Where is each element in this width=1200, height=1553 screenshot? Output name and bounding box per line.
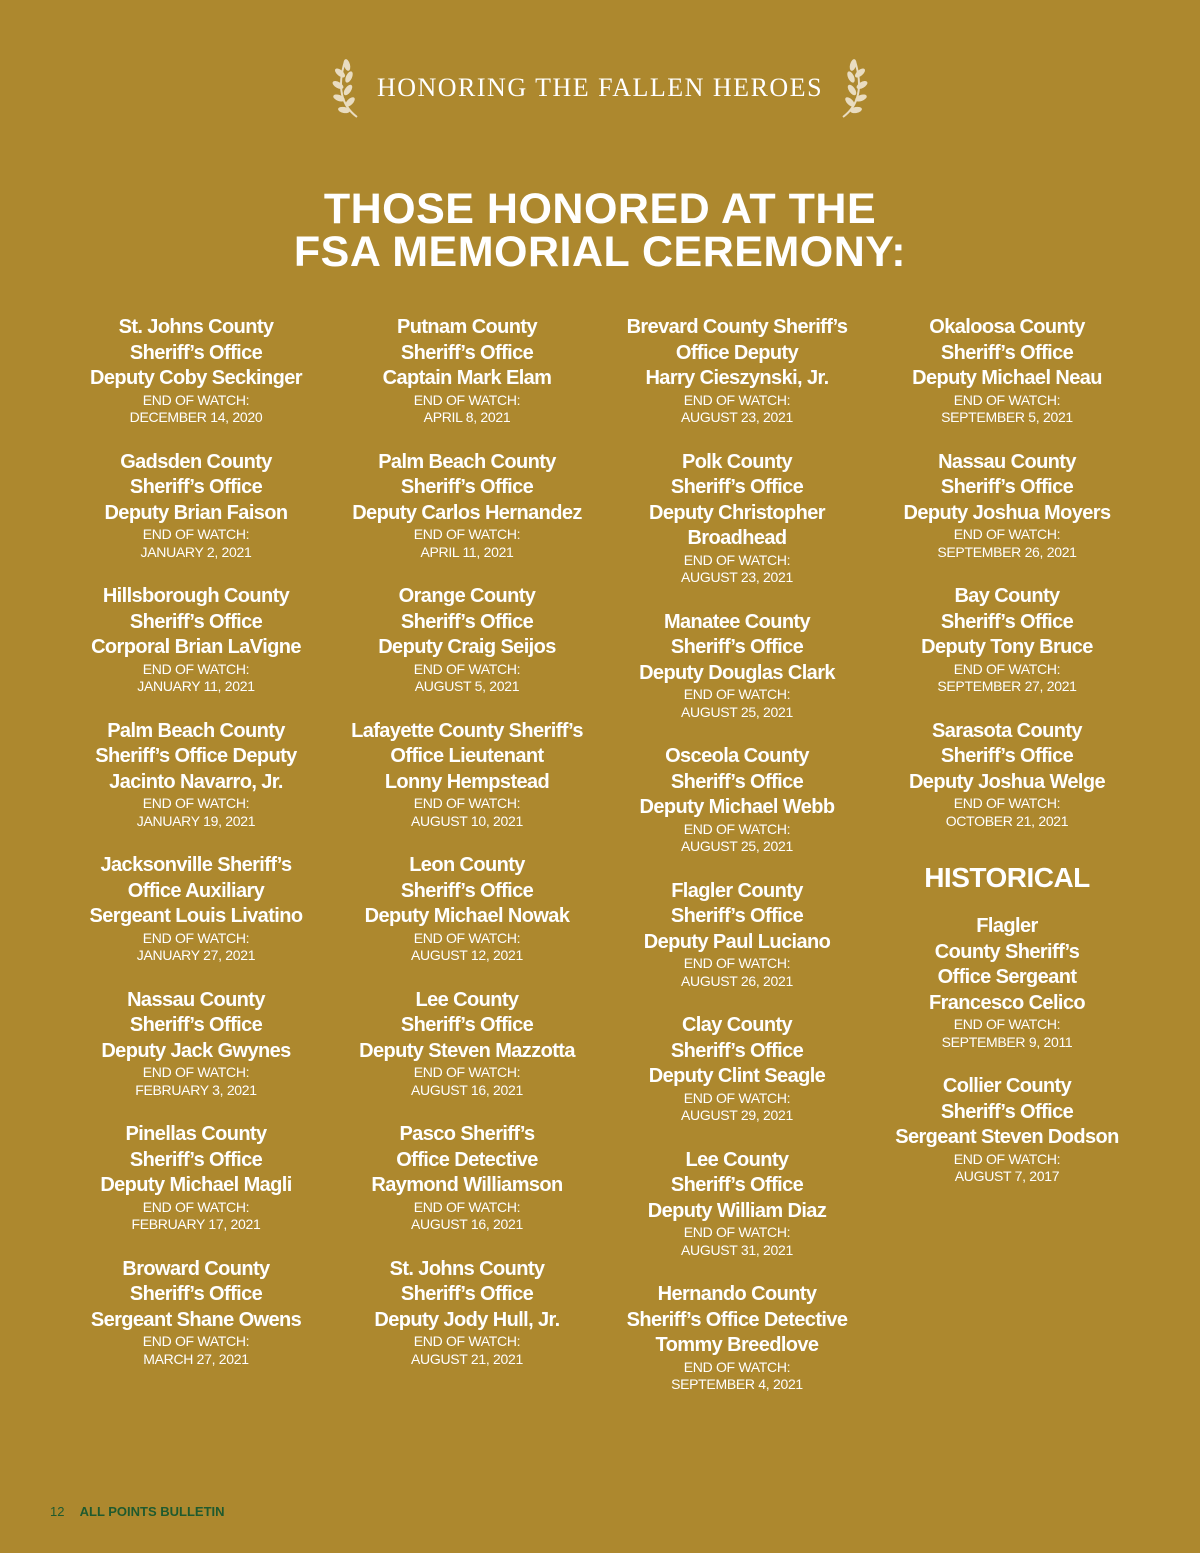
- honoree-name-line: Deputy Jack Gwynes: [101, 1039, 291, 1062]
- agency-line: Broward County: [122, 1257, 270, 1280]
- agency-line: Sheriff’s Office: [670, 1039, 804, 1062]
- honoree-name-line: Deputy Carlos Hernandez: [352, 501, 582, 524]
- honoree-name-line: Deputy Tony Bruce: [921, 636, 1093, 658]
- agency-line: Office Deputy: [675, 341, 799, 364]
- agency-line: Manatee County: [663, 610, 811, 633]
- page-number: 12: [50, 1504, 65, 1519]
- end-of-watch-date: AUGUST 31, 2021: [681, 1241, 793, 1258]
- honoree-entry: [872, 315, 1142, 427]
- end-of-watch-label: END OF WATCH:: [413, 1333, 521, 1349]
- agency-line: Sheriff’s Office: [670, 905, 804, 927]
- honoree-name-line: Deputy Steven Mazzotta: [359, 1039, 575, 1062]
- honoree-entry: [602, 1282, 872, 1394]
- end-of-watch-date: AUGUST 21, 2021: [411, 1350, 523, 1367]
- honoree-entry: [872, 584, 1142, 696]
- end-of-watch-label: END OF WATCH:: [683, 1358, 791, 1375]
- honoree-name-line: Deputy Joshua Welge: [908, 770, 1106, 793]
- honoree-name-line: Deputy Michael Neau: [912, 367, 1102, 389]
- page-title: [0, 185, 1200, 276]
- agency-line: Sheriff’s Office: [940, 745, 1074, 767]
- end-of-watch-label: END OF WATCH:: [683, 820, 791, 837]
- honoree-entry: [872, 914, 1142, 1051]
- agency-line: Osceola County: [665, 745, 809, 767]
- end-of-watch-date: AUGUST 23, 2021: [681, 409, 793, 425]
- publication-name: ALL POINTS BULLETIN: [79, 1504, 225, 1519]
- agency-line: Palm Beach County: [378, 450, 556, 473]
- agency-line: Sheriff’s Office: [400, 1014, 534, 1036]
- agency-line: Lee County: [685, 1148, 789, 1171]
- end-of-watch-date: FEBRUARY 17, 2021: [131, 1216, 261, 1232]
- agency-line: Lee County: [415, 988, 519, 1011]
- end-of-watch-date: AUGUST 7, 2017: [954, 1168, 1060, 1184]
- end-of-watch-label: END OF WATCH:: [413, 929, 521, 946]
- honoree-name-line: Deputy William Diaz: [647, 1199, 827, 1222]
- agency-line: Office Auxiliary: [127, 879, 265, 902]
- agency-line: Sheriff’s Office: [400, 879, 534, 902]
- honoree-entry: [332, 450, 602, 562]
- agency-line: Clay County: [681, 1014, 793, 1036]
- honoree-entry: [332, 1257, 602, 1369]
- agency-line: Office Sergeant: [937, 966, 1077, 988]
- agency-line: Sheriff’s Office: [940, 1100, 1074, 1123]
- end-of-watch-date: OCTOBER 21, 2021: [945, 812, 1069, 829]
- honoree-name-line: Francesco Celico: [928, 991, 1086, 1014]
- agency-line: Collier County: [942, 1075, 1072, 1097]
- honoree-name-line: Jacinto Navarro, Jr.: [109, 770, 283, 793]
- end-of-watch-label: END OF WATCH:: [683, 686, 791, 702]
- end-of-watch-label: END OF WATCH:: [413, 391, 521, 408]
- end-of-watch-date: AUGUST 5, 2021: [414, 678, 520, 694]
- agency-line: Flagler County: [671, 879, 803, 902]
- end-of-watch-date: AUGUST 16, 2021: [411, 1081, 523, 1098]
- agency-line: St. Johns County: [118, 316, 274, 338]
- honoree-name-line: Deputy Brian Faison: [104, 501, 288, 524]
- end-of-watch-date: AUGUST 16, 2021: [411, 1216, 523, 1232]
- agency-line: Gadsden County: [120, 450, 272, 473]
- end-of-watch-label: END OF WATCH:: [142, 1064, 250, 1080]
- honoree-entry: [602, 1013, 872, 1125]
- honoree-name-line: Captain Mark Elam: [382, 367, 552, 389]
- honoree-entry: [872, 719, 1142, 831]
- honoree-entry: [872, 450, 1142, 562]
- honoree-entry: [61, 1122, 331, 1234]
- honoree-name-line: Deputy Michael Nowak: [364, 905, 570, 927]
- honoree-entry: [602, 879, 872, 991]
- honoree-entry: [61, 988, 331, 1100]
- end-of-watch-date: JANUARY 19, 2021: [136, 812, 256, 829]
- honoree-name-line: Deputy Craig Seijos: [378, 636, 556, 658]
- end-of-watch-date: AUGUST 23, 2021: [681, 569, 793, 585]
- page-title-line: FSA MEMORIAL CEREMONY:: [293, 228, 907, 276]
- end-of-watch-label: END OF WATCH:: [953, 526, 1061, 542]
- end-of-watch-label: END OF WATCH:: [953, 391, 1061, 408]
- end-of-watch-label: END OF WATCH:: [683, 1089, 791, 1106]
- agency-line: Hillsborough County: [102, 585, 290, 607]
- agency-line: Hernando County: [657, 1283, 817, 1305]
- honoree-name-line: Deputy Michael Webb: [639, 796, 835, 818]
- end-of-watch-date: AUGUST 29, 2021: [681, 1107, 793, 1123]
- end-of-watch-label: END OF WATCH:: [142, 795, 250, 811]
- page-footer: [50, 1504, 225, 1520]
- end-of-watch-date: APRIL 11, 2021: [420, 543, 514, 560]
- honoree-entry: [332, 584, 602, 696]
- honoree-column-3: [602, 315, 872, 1417]
- honoree-column-1: [61, 315, 331, 1391]
- honoree-entry: [602, 1148, 872, 1260]
- end-of-watch-label: END OF WATCH:: [142, 1198, 250, 1215]
- agency-line: Sheriff’s Office: [670, 1174, 804, 1196]
- honoree-column-2: [332, 315, 602, 1391]
- end-of-watch-date: SEPTEMBER 9, 2011: [941, 1033, 1073, 1050]
- agency-line: Sheriff’s Office: [129, 1014, 263, 1036]
- agency-line: St. Johns County: [389, 1257, 545, 1280]
- honoree-entry: [61, 584, 331, 696]
- end-of-watch-label: END OF WATCH:: [683, 955, 791, 971]
- agency-line: Bay County: [954, 585, 1060, 607]
- end-of-watch-label: END OF WATCH:: [953, 1016, 1061, 1032]
- agency-line: Leon County: [409, 854, 525, 876]
- agency-line: Pinellas County: [125, 1123, 267, 1145]
- agency-line: Sheriff’s Office: [129, 610, 263, 633]
- end-of-watch-label: END OF WATCH:: [142, 1333, 250, 1349]
- agency-line: Sheriff’s Office: [400, 610, 534, 633]
- end-of-watch-label: END OF WATCH:: [683, 391, 791, 408]
- end-of-watch-label: END OF WATCH:: [413, 1198, 521, 1215]
- honoree-column-4: [872, 315, 1142, 1209]
- agency-line: Sheriff’s Office: [400, 476, 534, 498]
- end-of-watch-date: JANUARY 11, 2021: [137, 678, 255, 694]
- agency-line: Sarasota County: [932, 719, 1082, 742]
- honoree-name-line: Broadhead: [687, 527, 787, 549]
- honoree-name-line: Deputy Coby Seckinger: [90, 367, 302, 389]
- historical-heading: HISTORICAL: [924, 862, 1090, 893]
- laurel-right-icon: [835, 57, 869, 119]
- honoree-name-line: Deputy Michael Magli: [100, 1174, 292, 1196]
- agency-line: Palm Beach County: [107, 719, 285, 742]
- agency-line: Nassau County: [938, 450, 1076, 473]
- honoree-name-line: Sergeant Shane Owens: [90, 1308, 302, 1331]
- honoree-name-line: Lonny Hempstead: [384, 770, 550, 793]
- honoree-name-line: Raymond Williamson: [371, 1174, 563, 1196]
- end-of-watch-label: END OF WATCH:: [953, 795, 1061, 811]
- end-of-watch-date: SEPTEMBER 26, 2021: [937, 543, 1077, 560]
- end-of-watch-label: END OF WATCH:: [142, 526, 250, 542]
- end-of-watch-label: END OF WATCH:: [142, 391, 250, 408]
- end-of-watch-date: MARCH 27, 2021: [143, 1350, 249, 1367]
- end-of-watch-label: END OF WATCH:: [413, 660, 521, 677]
- agency-line: County Sheriff’s: [934, 940, 1080, 963]
- end-of-watch-date: AUGUST 25, 2021: [681, 838, 793, 854]
- honoree-entry: [332, 853, 602, 965]
- header-banner: [0, 56, 1200, 120]
- agency-line: Sheriff’s Office Deputy: [95, 745, 297, 767]
- agency-line: Sheriff’s Office: [400, 341, 534, 364]
- agency-line: Office Detective: [396, 1148, 538, 1171]
- honoree-entry: [872, 1074, 1142, 1186]
- end-of-watch-label: END OF WATCH:: [413, 795, 521, 811]
- end-of-watch-label: END OF WATCH:: [413, 526, 521, 542]
- agency-line: Lafayette County Sheriff’s: [351, 719, 583, 742]
- end-of-watch-date: AUGUST 10, 2021: [411, 812, 523, 829]
- end-of-watch-date: APRIL 8, 2021: [423, 409, 511, 425]
- agency-line: Pasco Sheriff’s: [399, 1123, 535, 1145]
- honoree-name-line: Deputy Clint Seagle: [648, 1065, 826, 1087]
- agency-line: Sheriff’s Office: [670, 770, 804, 793]
- honoree-entry: [602, 744, 872, 856]
- agency-line: Sheriff’s Office: [129, 341, 263, 364]
- agency-line: Sheriff’s Office: [400, 1283, 534, 1305]
- agency-line: Sheriff’s Office: [940, 610, 1074, 633]
- agency-line: Putnam County: [397, 316, 537, 338]
- honoree-name-line: Deputy Paul Luciano: [643, 930, 831, 953]
- end-of-watch-label: END OF WATCH:: [683, 551, 791, 568]
- honoree-entry: [602, 450, 872, 587]
- honoree-entry: [602, 610, 872, 722]
- honoree-entry: [61, 1257, 331, 1369]
- agency-line: Orange County: [398, 585, 536, 607]
- honoree-entry: [61, 315, 331, 427]
- agency-line: Sheriff’s Office: [940, 476, 1074, 498]
- end-of-watch-date: JANUARY 27, 2021: [136, 947, 256, 963]
- end-of-watch-label: END OF WATCH:: [142, 660, 250, 677]
- honoree-name-line: Deputy Joshua Moyers: [903, 501, 1111, 524]
- agency-line: Okaloosa County: [929, 316, 1085, 338]
- honoree-entry: [332, 315, 602, 427]
- honoree-name-line: Tommy Breedlove: [655, 1334, 819, 1356]
- agency-line: Sheriff’s Office: [940, 341, 1074, 364]
- agency-line: Nassau County: [127, 988, 265, 1011]
- end-of-watch-date: AUGUST 26, 2021: [681, 972, 793, 989]
- honoree-name-line: Harry Cieszynski, Jr.: [645, 367, 829, 389]
- agency-line: Sheriff’s Office: [129, 476, 263, 498]
- agency-line: Polk County: [681, 450, 793, 473]
- end-of-watch-date: FEBRUARY 3, 2021: [135, 1081, 257, 1098]
- page-title-line: THOSE HONORED AT THE: [323, 185, 877, 233]
- agency-line: Sheriff’s Office Detective: [626, 1308, 848, 1331]
- honoree-entry: [61, 853, 331, 965]
- end-of-watch-label: END OF WATCH:: [953, 1150, 1061, 1167]
- end-of-watch-date: SEPTEMBER 27, 2021: [937, 678, 1077, 694]
- agency-line: Brevard County Sheriff’s: [626, 316, 848, 338]
- agency-line: Sheriff’s Office: [129, 1283, 263, 1305]
- honoree-entry: [61, 719, 331, 831]
- agency-line: Deputy Christopher: [649, 501, 825, 524]
- honoree-name-line: Deputy Douglas Clark: [639, 661, 835, 684]
- honoree-entry: [332, 1122, 602, 1234]
- end-of-watch-date: AUGUST 12, 2021: [411, 947, 523, 963]
- agency-line: Sheriff’s Office: [670, 636, 804, 658]
- end-of-watch-label: END OF WATCH:: [142, 929, 250, 946]
- honoree-entry: [332, 719, 602, 831]
- agency-line: Sheriff’s Office: [670, 476, 804, 498]
- end-of-watch-label: END OF WATCH:: [413, 1064, 521, 1080]
- honoree-name-line: Corporal Brian LaVigne: [91, 636, 301, 658]
- agency-line: Jacksonville Sheriff’s: [100, 854, 292, 876]
- agency-line: Flagler: [976, 915, 1038, 937]
- agency-line: Office Lieutenant: [390, 745, 544, 767]
- honoree-entry: [332, 988, 602, 1100]
- end-of-watch-date: JANUARY 2, 2021: [140, 543, 252, 560]
- honoree-name-line: Deputy Jody Hull, Jr.: [374, 1308, 560, 1331]
- banner-title: HONORING THE FALLEN HEROES: [376, 73, 824, 102]
- end-of-watch-date: DECEMBER 14, 2020: [129, 409, 263, 425]
- agency-line: Sheriff’s Office: [129, 1148, 263, 1171]
- honoree-entry: [602, 315, 872, 427]
- end-of-watch-label: END OF WATCH:: [953, 660, 1061, 677]
- end-of-watch-label: END OF WATCH:: [683, 1224, 791, 1240]
- end-of-watch-date: SEPTEMBER 4, 2021: [671, 1376, 803, 1392]
- end-of-watch-date: SEPTEMBER 5, 2021: [941, 409, 1073, 425]
- honoree-entry: [61, 450, 331, 562]
- end-of-watch-date: AUGUST 25, 2021: [681, 703, 793, 720]
- honoree-name-line: Sergeant Steven Dodson: [895, 1126, 1119, 1148]
- honoree-name-line: Sergeant Louis Livatino: [89, 905, 303, 927]
- laurel-left-icon: [331, 57, 365, 119]
